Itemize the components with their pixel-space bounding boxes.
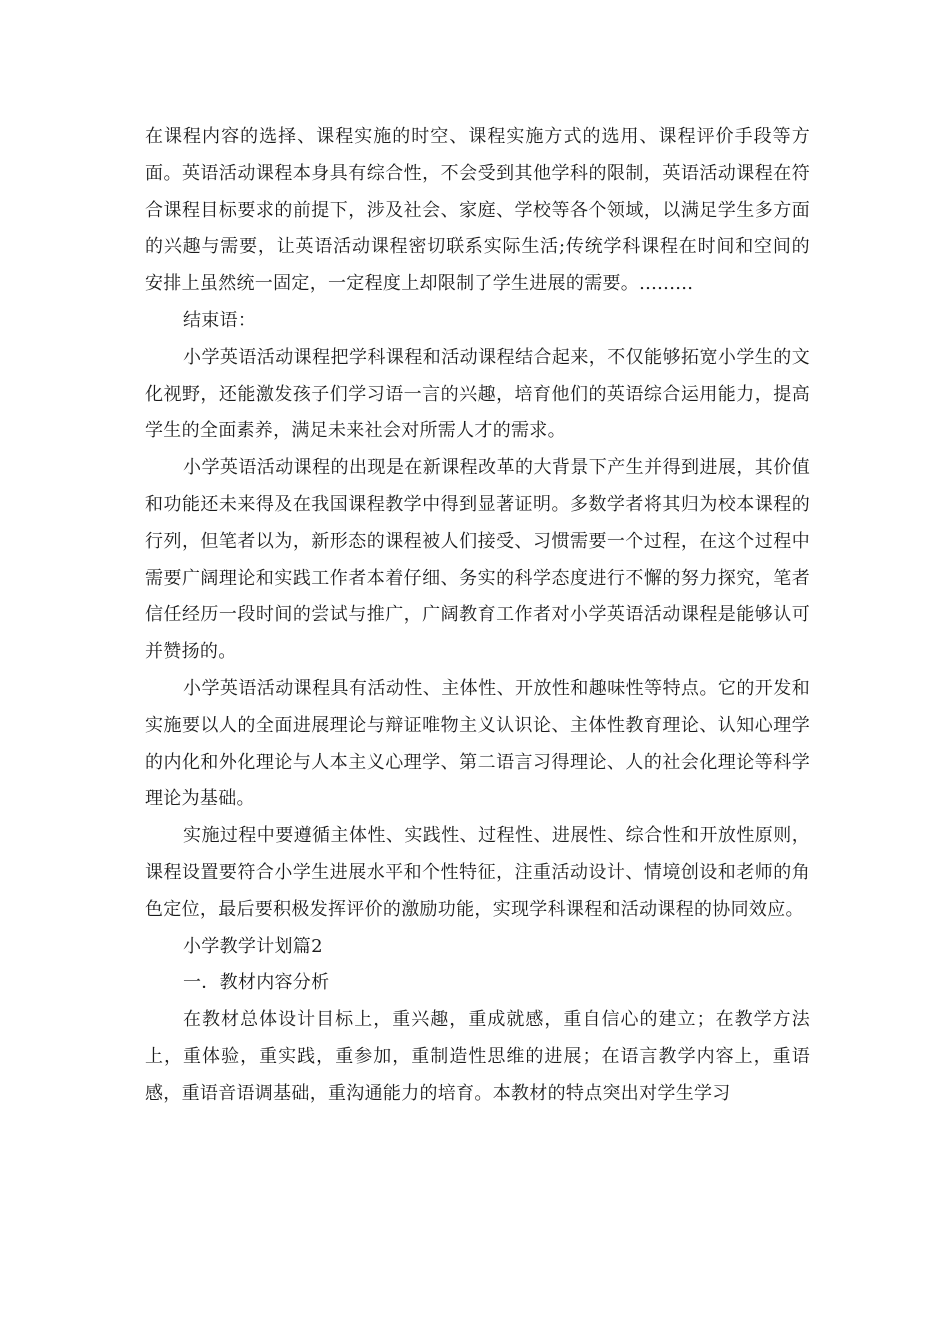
document-body	[145, 119, 810, 1113]
paragraph-conclusion-2: 小学英语活动课程的出现是在新课程改革的大背景下产生并得到进展，其价值和功能还未来得及在我国课程教学中得到显著证明。多数学者将其归为校本课程的行列，但笔者以为，新形态的课程被人们接受、习惯需要一个过程，在这个过程中需要广阔理论和实践工作者本着仔细、务实的科学态度进行不懈的努力探究，笔者信任经历一段时间的尝试与推广，广阔教育工作者对小学英语活动课程是能够认可并赞扬的。	[145, 457, 810, 663]
section-title-plan-2: 小学教学计划篇2	[183, 935, 323, 957]
paragraph-characteristics: 小学英语活动课程具有活动性、主体性、开放性和趣味性等特点。它的开发和实施要以人的全面进展理论与辩证唯物主义认识论、主体性教育理论、认知心理学的内化和外化理论与人本主义心理学、第二语言习得理论、人的社会化理论等科学理论为基础。	[145, 677, 810, 810]
conclusion-heading: 结束语：	[183, 309, 257, 331]
subsection-title-material-analysis: 一．教材内容分析	[183, 972, 330, 994]
paragraph-course-comparison: 在课程内容的选择、课程实施的时空、课程实施方式的选用、课程评价手段等方面。英语活动课程本身具有综合性，不会受到其他学科的限制，英语活动课程在符合课程目标要求的前提下，涉及社会、家庭、学校等各个领域，以满足学生多方面的兴趣与需要，让英语活动课程密切联系实际生活;传统学科课程在时间和空间的安排上虽然统一固定，一定程度上却限制了学生进展的需要。.........	[145, 126, 810, 295]
paragraph-conclusion-1: 小学英语活动课程把学科课程和活动课程结合起来，不仅能够拓宽小学生的文化视野，还能激发孩子们学习语一言的兴趣，培育他们的英语综合运用能力，提高学生的全面素养，满足未来社会对所需人才的需求。	[145, 346, 810, 442]
paragraph-principles: 实施过程中要遵循主体性、实践性、过程性、进展性、综合性和开放性原则，课程设置要符合小学生进展水平和个性特征，注重活动设计、情境创设和老师的角色定位，最后要积极发挥评价的激励功能，实现学科课程和活动课程的协同效应。	[145, 825, 810, 920]
paragraph-material-design: 在教材总体设计目标上，重兴趣，重成就感，重自信心的建立；在教学方法上，重体验，重实践，重参加，重制造性思维的进展；在语言教学内容上，重语感，重语音语调基础，重沟通能力的培育。本教材的特点突出对学生学习	[145, 1009, 810, 1104]
